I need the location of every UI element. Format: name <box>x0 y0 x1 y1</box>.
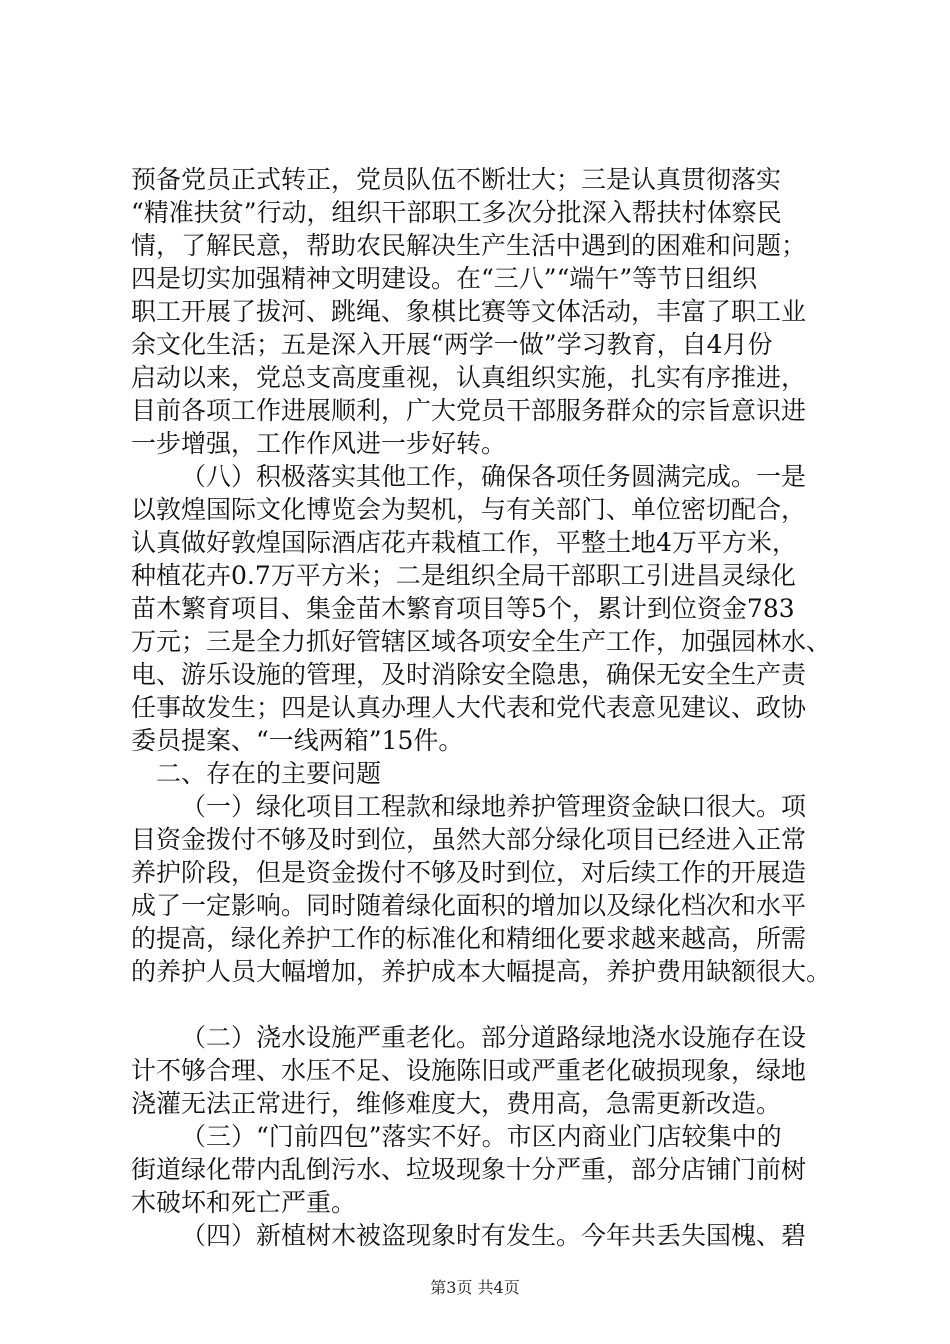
text-line: 任事故发生；四是认真办理人大代表和党代表意见建议、政协 <box>131 693 807 722</box>
text-line: 成了一定影响。同时随着绿化面积的增加以及绿化档次和水平 <box>131 891 807 920</box>
text-line: 的提高，绿化养护工作的标准化和精细化要求越来越高，所需 <box>131 924 807 953</box>
text-line: “精准扶贫”行动，组织干部职工多次分批深入帮扶村体察民 <box>131 198 782 227</box>
text-line: 目前各项工作进展顺利，广大党员干部服务群众的宗旨意识进 <box>131 396 807 425</box>
text-line: 余文化生活；五是深入开展“两学一做”学习教育，自4月份 <box>131 330 773 359</box>
text-line: 目资金拨付不够及时到位，虽然大部分绿化项目已经进入正常 <box>131 825 807 854</box>
text-line: 预备党员正式转正，党员队伍不断壮大；三是认真贯彻落实 <box>131 165 782 194</box>
text-line: 职工开展了拔河、跳绳、象棋比赛等文体活动，丰富了职工业 <box>131 297 807 326</box>
text-line: 以敦煌国际文化博览会为契机，与有关部门、单位密切配合， <box>131 495 807 524</box>
text-line: （八）积极落实其他工作，确保各项任务圆满完成。一是 <box>181 462 807 491</box>
text-line: 情，了解民意，帮助农民解决生产生活中遇到的困难和问题； <box>131 231 807 260</box>
text-line: （一）绿化项目工程款和绿地养护管理资金缺口很大。项 <box>181 792 807 821</box>
text-line: 一步增强，工作作风进一步好转。 <box>131 429 507 458</box>
text-line: 养护阶段，但是资金拨付不够及时到位，对后续工作的开展造 <box>131 858 807 887</box>
text-line: 浇灌无法正常进行，维修难度大，费用高，急需更新改造。 <box>131 1089 782 1118</box>
text-line: 的养护人员大幅增加，养护成本大幅提高，养护费用缺额很大。 <box>131 957 832 986</box>
text-line: 委员提案、“一线两箱”15件。 <box>131 726 464 755</box>
text-line: 木破坏和死亡严重。 <box>131 1188 357 1217</box>
section-heading: 二、存在的主要问题 <box>156 759 382 788</box>
text-line: 计不够合理、水压不足、设施陈旧或严重老化破损现象，绿地 <box>131 1056 807 1085</box>
text-line: （二）浇水设施严重老化。部分道路绿地浇水设施存在设 <box>181 1023 807 1052</box>
text-line: 电、游乐设施的管理，及时消除安全隐患，确保无安全生产责 <box>131 660 807 689</box>
text-line: 认真做好敦煌国际酒店花卉栽植工作，平整土地4万平方米， <box>131 528 797 557</box>
text-line: （三）“门前四包”落实不好。市区内商业门店较集中的 <box>181 1122 782 1151</box>
page-footer: 第3页 共4页 <box>430 1278 520 1297</box>
text-line: 种植花卉0.7万平方米；二是组织全局干部职工引进昌灵绿化 <box>131 561 796 590</box>
text-line: （四）新植树木被盗现象时有发生。今年共丢失国槐、碧 <box>181 1221 807 1250</box>
text-line: 启动以来，党总支高度重视，认真组织实施，扎实有序推进， <box>131 363 807 392</box>
text-line: 万元；三是全力抓好管辖区域各项安全生产工作，加强园林水、 <box>131 627 832 656</box>
text-line: 街道绿化带内乱倒污水、垃圾现象十分严重，部分店铺门前树 <box>131 1155 807 1184</box>
text-line: 四是切实加强精神文明建设。在“三八”“端午”等节日组织 <box>131 264 758 293</box>
text-line: 苗木繁育项目、集金苗木繁育项目等5个，累计到位资金783 <box>131 594 795 623</box>
